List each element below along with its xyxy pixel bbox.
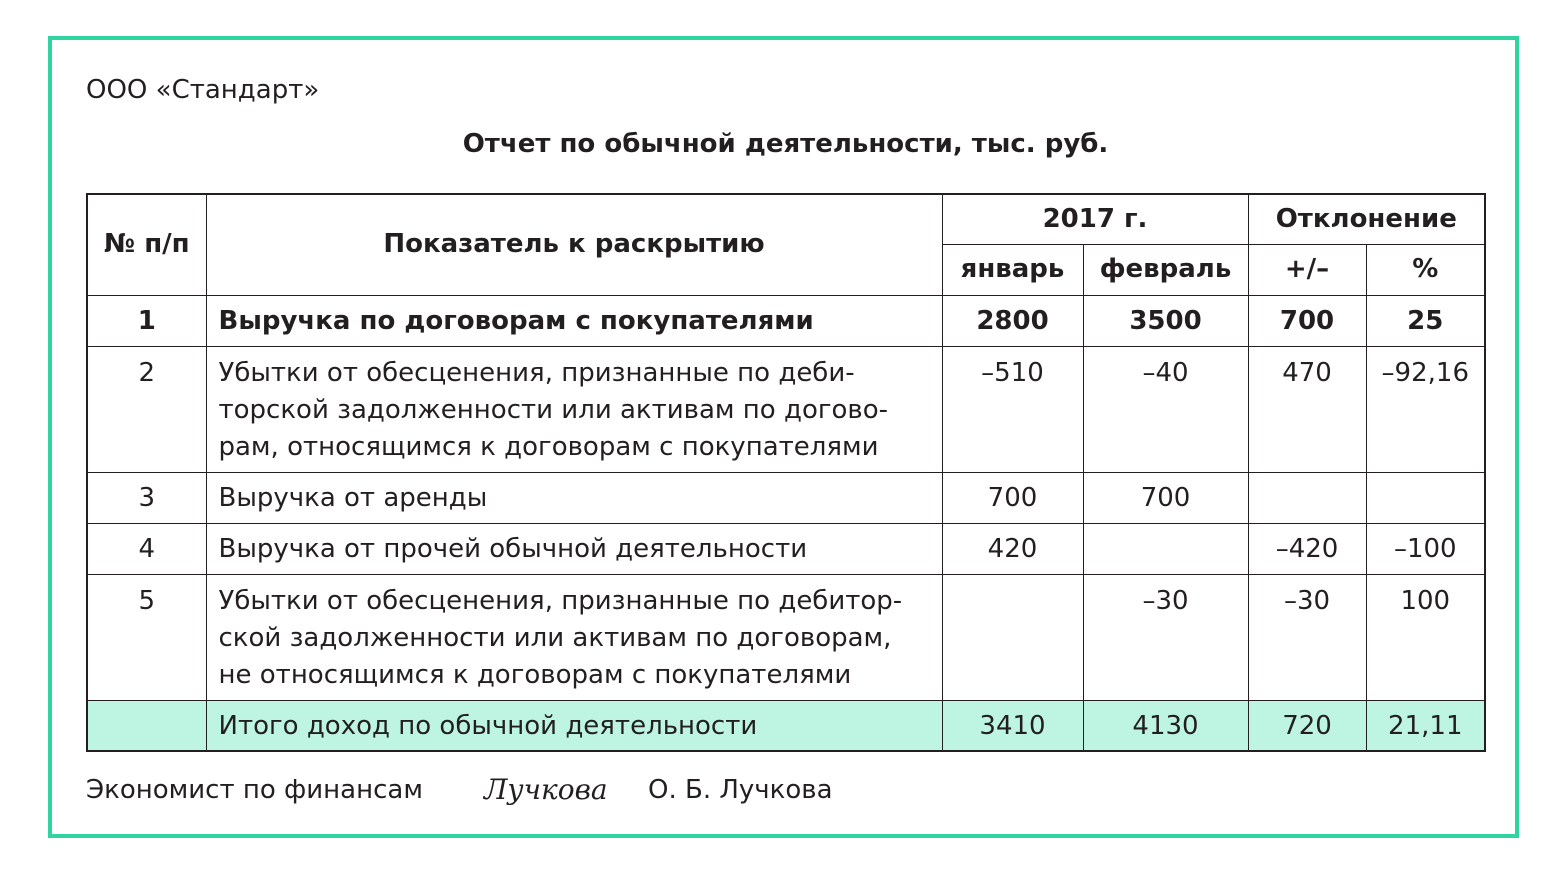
table-row xyxy=(87,295,1485,346)
row-indicator-line: Убытки от обесценения, признанные по дебитор- xyxy=(218,585,903,616)
table-row xyxy=(87,472,1485,523)
row-indicator-line: ской задолженности или активам по договорам, xyxy=(218,622,892,653)
row-february: 700 xyxy=(1083,472,1248,523)
row-num: 5 xyxy=(87,574,206,700)
signature: Лучкова xyxy=(484,773,608,806)
row-num: 4 xyxy=(87,523,206,574)
row-deviation-abs: –30 xyxy=(1248,574,1366,700)
signer-position: Экономист по финансам xyxy=(86,775,423,805)
row-january xyxy=(942,574,1083,700)
total-deviation-abs: 720 xyxy=(1248,700,1366,751)
header-num: № п/п xyxy=(87,194,206,295)
row-deviation-pct: –92,16 xyxy=(1366,346,1485,472)
row-deviation-abs xyxy=(1248,472,1366,523)
header-percent: % xyxy=(1366,244,1485,295)
row-indicator xyxy=(206,523,942,574)
table-row xyxy=(87,523,1485,574)
total-num xyxy=(87,700,206,751)
report-table xyxy=(86,193,1486,752)
row-february: –40 xyxy=(1083,346,1248,472)
header-row-top xyxy=(87,194,1485,244)
row-indicator-line: Выручка от прочей обычной деятельности xyxy=(218,533,808,564)
row-deviation-abs: –420 xyxy=(1248,523,1366,574)
row-indicator xyxy=(206,295,942,346)
header-plusminus: +/– xyxy=(1248,244,1366,295)
row-deviation-abs: 470 xyxy=(1248,346,1366,472)
row-january: 700 xyxy=(942,472,1083,523)
row-deviation-pct: –100 xyxy=(1366,523,1485,574)
row-january: 2800 xyxy=(942,295,1083,346)
row-deviation-abs: 700 xyxy=(1248,295,1366,346)
report-title: Отчет по обычной деятельности, тыс. руб. xyxy=(462,129,1109,159)
row-num: 3 xyxy=(87,472,206,523)
row-indicator-line: торской задолженности или активам по догово- xyxy=(218,394,889,425)
row-deviation-pct: 100 xyxy=(1366,574,1485,700)
row-indicator xyxy=(206,574,942,700)
total-february: 4130 xyxy=(1083,700,1248,751)
header-february: февраль xyxy=(1083,244,1248,295)
row-february xyxy=(1083,523,1248,574)
total-deviation-pct: 21,11 xyxy=(1366,700,1485,751)
row-january: 420 xyxy=(942,523,1083,574)
row-indicator-line: Выручка от аренды xyxy=(218,482,488,513)
row-indicator-line: Выручка по договорам с покупателями xyxy=(218,305,814,336)
table-row xyxy=(87,346,1485,472)
row-indicator xyxy=(206,346,942,472)
total-row xyxy=(87,700,1485,751)
row-january: –510 xyxy=(942,346,1083,472)
header-indicator: Показатель к раскрытию xyxy=(206,194,942,295)
header-deviation: Отклонение xyxy=(1248,194,1485,244)
row-deviation-pct: 25 xyxy=(1366,295,1485,346)
header-january: январь xyxy=(942,244,1083,295)
header-year: 2017 г. xyxy=(942,194,1248,244)
company-name: ООО «Стандарт» xyxy=(86,75,320,105)
row-indicator-line: рам, относящимся к договорам с покупателями xyxy=(218,431,879,462)
row-indicator-line: не относящимся к договорам с покупателями xyxy=(218,659,852,690)
table-row xyxy=(87,574,1485,700)
total-label: Итого доход по обычной деятельности xyxy=(206,700,942,751)
row-february: –30 xyxy=(1083,574,1248,700)
row-num: 1 xyxy=(87,295,206,346)
row-num: 2 xyxy=(87,346,206,472)
row-indicator-line: Убытки от обесценения, признанные по деби- xyxy=(218,357,855,388)
row-indicator xyxy=(206,472,942,523)
row-february: 3500 xyxy=(1083,295,1248,346)
signer-name: О. Б. Лучкова xyxy=(648,775,833,805)
total-january: 3410 xyxy=(942,700,1083,751)
row-deviation-pct xyxy=(1366,472,1485,523)
